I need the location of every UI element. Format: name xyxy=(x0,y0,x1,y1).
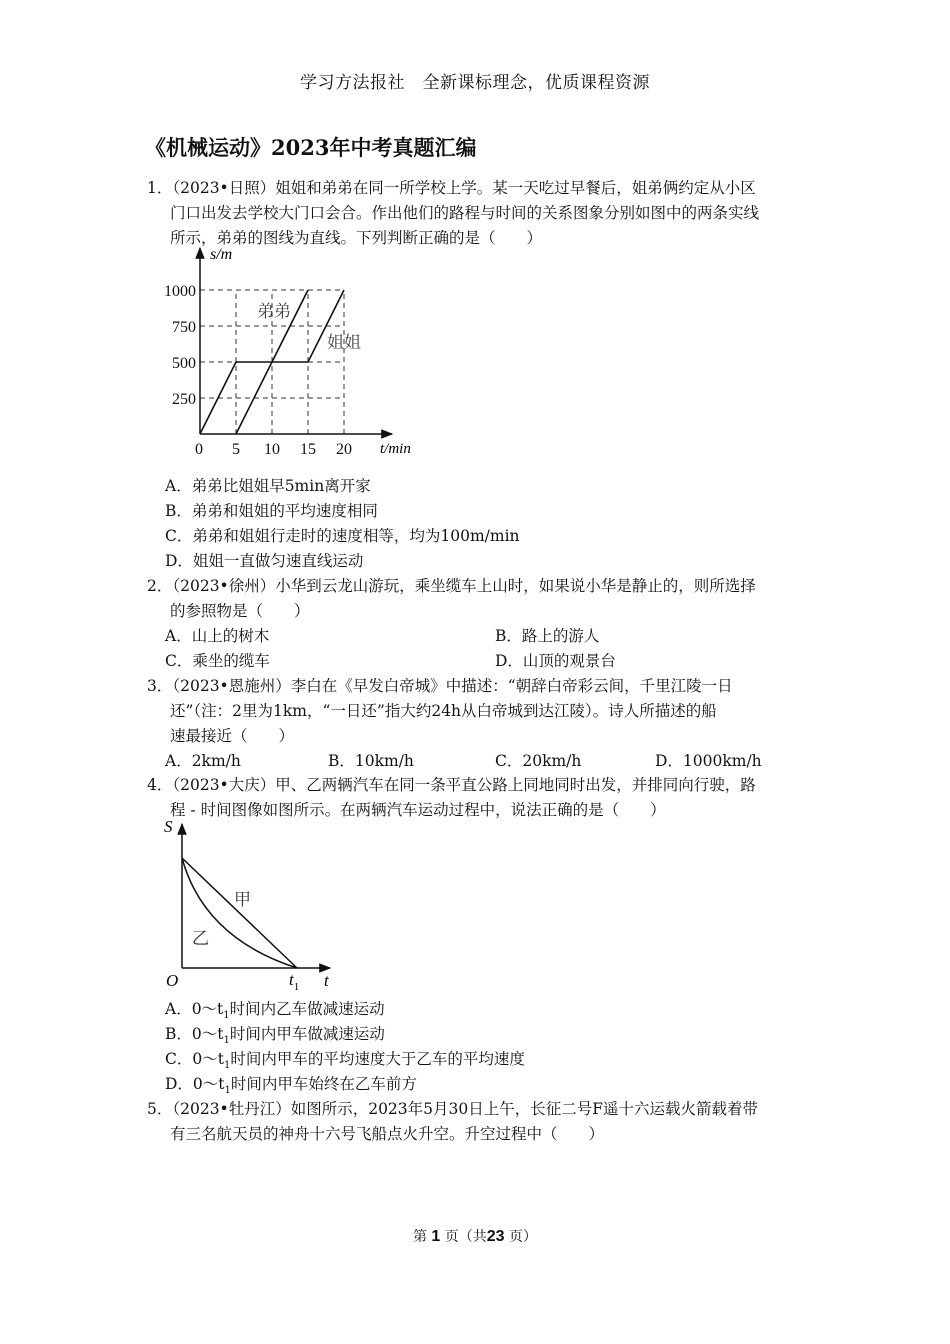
q2-option-b: B．路上的游人 xyxy=(495,627,600,645)
q3-option-b: B．10km/h xyxy=(328,752,414,770)
q1-x-tick-20: 20 xyxy=(336,441,352,458)
q2-line-1: 2．（2023•徐州）小华到云龙山游玩，乘坐缆车上山时，如果说小华是静止的，则所选择 xyxy=(147,577,756,595)
q1-option-a: A．弟弟比姐姐早5min离开家 xyxy=(165,477,371,495)
q1-y-tick-500: 500 xyxy=(172,355,196,372)
q4-option-b: B．$0\sim t_1$时间内甲车做减速运动 xyxy=(165,1025,385,1047)
q1-line-2: 门口出发去学校大门口会合。作出他们的路程与时间的关系图象分别如图中的两条实线 xyxy=(170,204,760,222)
q3-option-c: C．20km/h xyxy=(495,752,582,770)
q4-label-jia: 甲 xyxy=(234,890,251,909)
q1-chart xyxy=(160,240,430,465)
q2-line-2: 的参照物是（ ） xyxy=(170,602,310,620)
q1-y-label: s/m xyxy=(210,246,233,263)
page-header: 学习方法报社 全新课标理念，优质课程资源 xyxy=(300,73,650,93)
q1-x-tick-15: 15 xyxy=(300,441,316,458)
q3-line-1: 3．（2023•恩施州）李白在《早发白帝城》中描述：“朝辞白帝彩云间，千里江陵一日 xyxy=(147,677,733,695)
q4-y-label: S xyxy=(164,817,173,836)
q4-line-1: 4．（2023•大庆）甲、乙两辆汽车在同一条平直公路上同地同时出发，并排同向行驶，路 xyxy=(147,776,756,794)
q1-y-tick-1000: 1000 xyxy=(164,283,196,300)
q2-option-d: D．山顶的观景台 xyxy=(495,652,616,670)
q3-option-a: A．2km/h xyxy=(165,752,241,770)
q4-label-yi: 乙 xyxy=(192,929,209,948)
q1-line-3: 所示，弟弟的图线为直线。下列判断正确的是（ ） xyxy=(170,229,543,247)
q2-option-c: C．乘坐的缆车 xyxy=(165,652,270,670)
q1-x-tick-10: 10 xyxy=(264,441,280,458)
q4-origin: O xyxy=(166,971,179,990)
q4-option-d: D．$0\sim t_1$时间内甲车始终在乙车前方 xyxy=(165,1075,417,1097)
q5-line-1: 5．（2023•牡丹江）如图所示，2023年5月30日上午，长征二号F遥十六运载火箭载着带 xyxy=(147,1100,758,1118)
q3-option-d: D．1000km/h xyxy=(655,752,762,770)
q1-option-c: C．弟弟和姐姐行走时的速度相等，均为100m/min xyxy=(165,527,520,545)
q4-line-jia xyxy=(182,858,297,968)
q1-y-tick-250: 250 xyxy=(172,391,196,408)
q1-line-1: 1．（2023•日照）姐姐和弟弟在同一所学校上学。某一天吃过早餐后，姐弟俩约定从小区 xyxy=(147,179,756,197)
q3-line-3: 速最接近（ ） xyxy=(170,727,295,745)
page-total: 23 xyxy=(486,1228,505,1245)
document-title: 《机械运动》2023年中考真题汇编 xyxy=(145,135,477,160)
q1-option-d: D．姐姐一直做匀速直线运动 xyxy=(165,552,364,570)
q1-y-tick-750: 750 xyxy=(172,319,196,336)
q1-x-label: t/min xyxy=(380,441,411,457)
q4-option-c: C．$0\sim t_1$时间内甲车的平均速度大于乙车的平均速度 xyxy=(165,1050,525,1072)
q4-t1-label: $t_1$ xyxy=(289,970,300,993)
q4-x-label: t xyxy=(324,971,329,990)
q3-line-2: 还”（注：2里为1km，“一日还”指大约24h从白帝城到达江陵）。诗人所描述的船 xyxy=(170,702,717,720)
q5-line-2: 有三名航天员的神舟十六号飞船点火升空。升空过程中（ ） xyxy=(170,1125,605,1143)
q4-option-a: A．$0\sim t_1$时间内乙车做减速运动 xyxy=(165,1000,385,1022)
q1-x-tick-5: 5 xyxy=(232,441,240,458)
q2-option-a: A．山上的树木 xyxy=(165,627,270,645)
q1-option-b: B．弟弟和姐姐的平均速度相同 xyxy=(165,502,378,520)
q1-label-brother: 弟弟 xyxy=(257,302,291,321)
q4-line-2: 程 - 时间图像如图所示。在两辆汽车运动过程中，说法正确的是（ ） xyxy=(170,801,666,819)
q1-label-sister: 姐姐 xyxy=(327,333,361,352)
q4-figure xyxy=(158,812,348,997)
page-footer: 第 1 页（共23 页） xyxy=(412,1228,538,1245)
q1-origin: 0 xyxy=(195,441,203,458)
page-number: 1 xyxy=(431,1228,441,1245)
